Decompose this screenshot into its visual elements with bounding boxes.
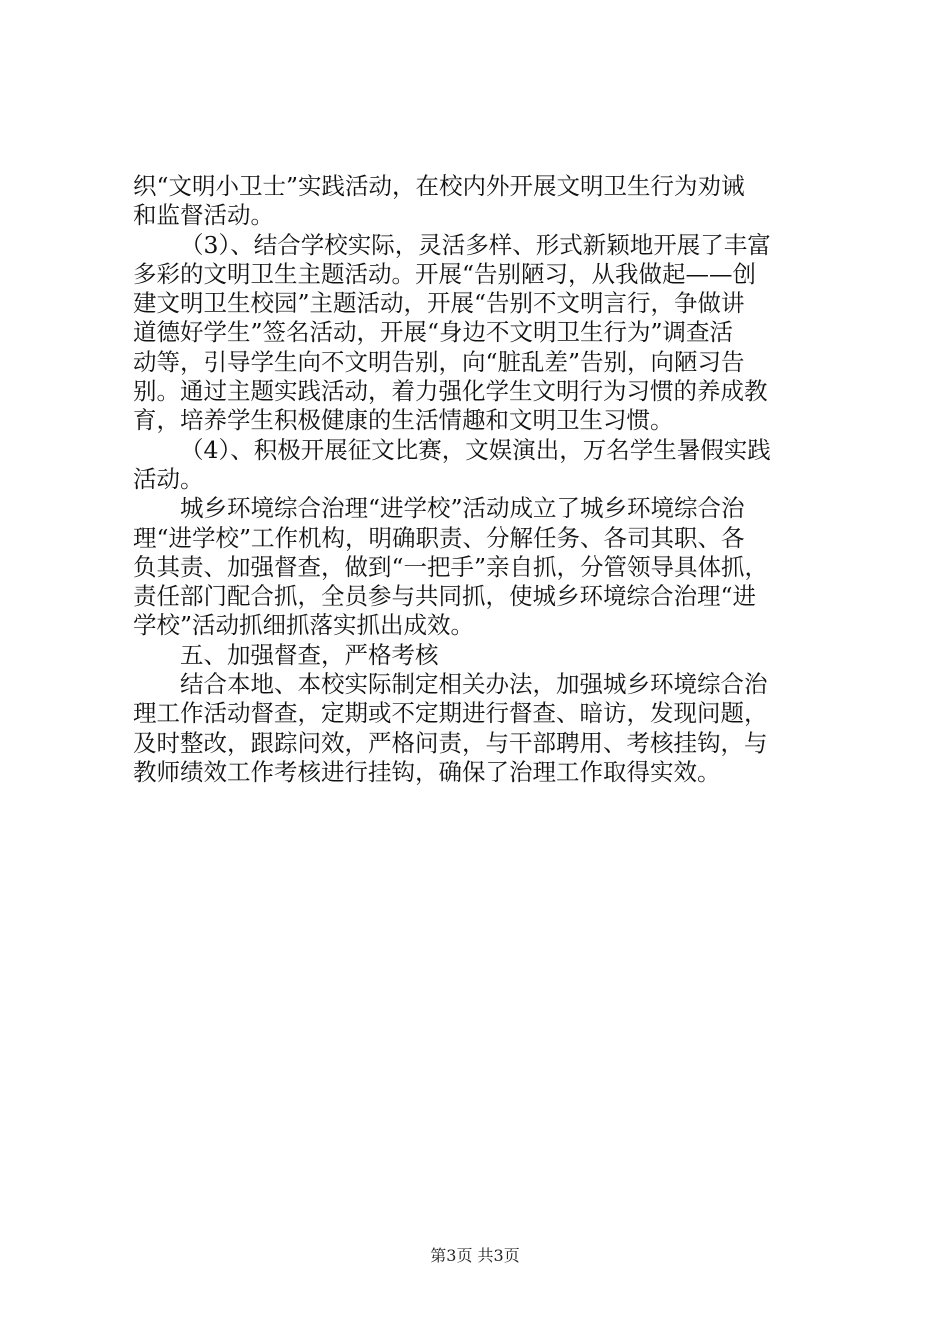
paragraph-start-line: （3）、结合学校实际，灵活多样、形式新颖地开展了丰富 [180,230,771,259]
page-number: 第3页 共3页 [430,1246,520,1265]
text-line: 和监督活动。 [133,201,274,230]
document-body [133,172,833,787]
text-line: 责任部门配合抓，全员参与共同抓，使城乡环境综合治理“进 [133,582,757,611]
text-line: 建文明卫生校园”主题活动，开展“告别不文明言行，争做讲 [133,289,745,318]
text-line: 多彩的文明卫生主题活动。开展“告别陋习，从我做起——创 [133,259,757,288]
section-heading: 五、加强督查，严格考核 [180,640,439,669]
text-line: 动等，引导学生向不文明告别，向“脏乱差”告别，向陋习告 [133,347,745,376]
text-line: 道德好学生”签名活动，开展“身边不文明卫生行为”调查活 [133,318,734,347]
text-line: 理“进学校”工作机构，明确职责、分解任务、各司其职、各 [133,523,745,552]
text-line: 及时整改，跟踪问效，严格问责，与干部聘用、考核挂钩，与 [133,728,768,757]
text-line: 学校”活动抓细抓落实抓出成效。 [133,611,475,640]
paragraph-start-line: 结合本地、本校实际制定相关办法，加强城乡环境综合治 [180,670,768,699]
paragraph-start-line: （4）、积极开展征文比赛，文娱演出，万名学生暑假实践 [180,435,771,464]
text-line: 负其责、加强督查，做到“一把手”亲自抓，分管领导具体抓， [133,552,769,581]
text-line: 活动。 [133,464,204,493]
text-line: 织“文明小卫士”实践活动，在校内外开展文明卫生行为劝诫 [133,172,745,200]
text-line: 教师绩效工作考核进行挂钩，确保了治理工作取得实效。 [133,757,721,786]
text-line: 理工作活动督查，定期或不定期进行督查、暗访，发现问题， [133,699,768,728]
text-line: 别。通过主题实践活动，着力强化学生文明行为习惯的养成教 [133,377,768,406]
paragraph-start-line: 城乡环境综合治理“进学校”活动成立了城乡环境综合治 [180,494,745,523]
text-line: 育，培养学生积极健康的生活情趣和文明卫生习惯。 [133,406,674,435]
